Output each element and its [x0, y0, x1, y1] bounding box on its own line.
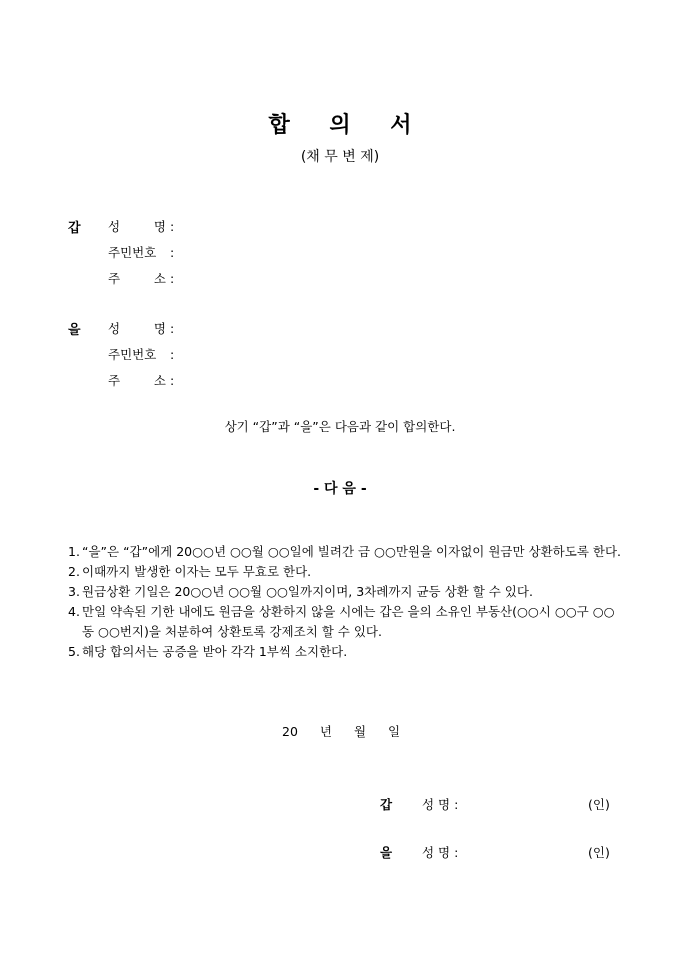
list-item-number: 3.	[68, 584, 80, 599]
date-year: 20	[282, 724, 298, 739]
terms-list	[68, 542, 624, 662]
party-gap-name-field	[108, 217, 174, 235]
list-item	[68, 602, 624, 642]
date-day-unit: 일	[388, 724, 401, 739]
list-item	[68, 542, 624, 562]
date-line	[282, 722, 418, 740]
party-label-gap: 갑	[68, 221, 81, 236]
field-separator: :	[169, 271, 175, 286]
party-eul-id-field	[108, 345, 174, 363]
signature-eul	[380, 843, 458, 861]
list-item-number: 1.	[68, 544, 80, 559]
list-item	[68, 562, 624, 582]
field-separator: :	[169, 373, 175, 388]
signature-party-label: 갑	[380, 797, 393, 812]
date-year-unit: 년	[319, 724, 332, 739]
signature-name-label: 성 명 :	[421, 845, 459, 860]
list-item-text: “을”은 “갑”에게 20○○년 ○○월 ○○일에 빌려간 금 ○○만원을 이자없이 원금만 상환하도록 한다.	[82, 544, 621, 559]
signature-seal-eul: (인)	[588, 845, 610, 860]
list-item-number: 5.	[68, 644, 80, 659]
document-title: 합 의 서	[268, 113, 412, 138]
list-item-number: 4.	[68, 604, 80, 619]
field-separator: :	[169, 219, 175, 234]
party-eul-name-field	[108, 319, 174, 337]
field-separator: :	[169, 245, 175, 260]
signature-name-label: 성 명 :	[421, 797, 459, 812]
date-month-unit: 월	[353, 724, 367, 739]
field-separator: :	[169, 321, 175, 336]
agreement-statement: 상기 “갑”과 “을”은 다음과 같이 합의한다.	[224, 419, 456, 434]
signature-gap	[380, 795, 458, 813]
list-item-text: 원금상환 기일은 20○○년 ○○월 ○○일까지이며, 3차례까지 균등 상환 할 수 있다.	[82, 584, 533, 599]
document-subtitle: (채 무 변 제)	[300, 149, 380, 165]
field-label: 성 명	[108, 321, 166, 336]
field-label: 성 명	[108, 219, 166, 234]
list-item-text: 만일 약속된 기한 내에도 원금을 상환하지 않을 시에는 갑은 을의 소유인 부동산(○○시 ○○구 ○○동 ○○번지)을 처분하여 상환토록 강제조치 할 수 있다.	[82, 604, 615, 639]
field-label: 주 소	[108, 271, 166, 286]
signature-seal-gap: (인)	[588, 797, 610, 812]
section-heading: - 다 음 -	[313, 481, 367, 497]
party-gap-id-field	[108, 243, 174, 261]
field-label: 주민번호	[108, 347, 157, 362]
field-label: 주 소	[108, 373, 166, 388]
party-gap-address-field	[108, 269, 174, 287]
list-item	[68, 642, 624, 662]
list-item-text: 이때까지 발생한 이자는 모두 무효로 한다.	[82, 564, 312, 579]
list-item-number: 2.	[68, 564, 80, 579]
party-label-eul: 을	[68, 323, 81, 338]
list-item	[68, 582, 624, 602]
signature-party-label: 을	[380, 845, 393, 860]
field-label: 주민번호	[108, 245, 157, 260]
list-item-text: 해당 합의서는 공증을 받아 각각 1부씩 소지한다.	[82, 644, 348, 659]
field-separator: :	[169, 347, 175, 362]
party-eul-address-field	[108, 371, 174, 389]
